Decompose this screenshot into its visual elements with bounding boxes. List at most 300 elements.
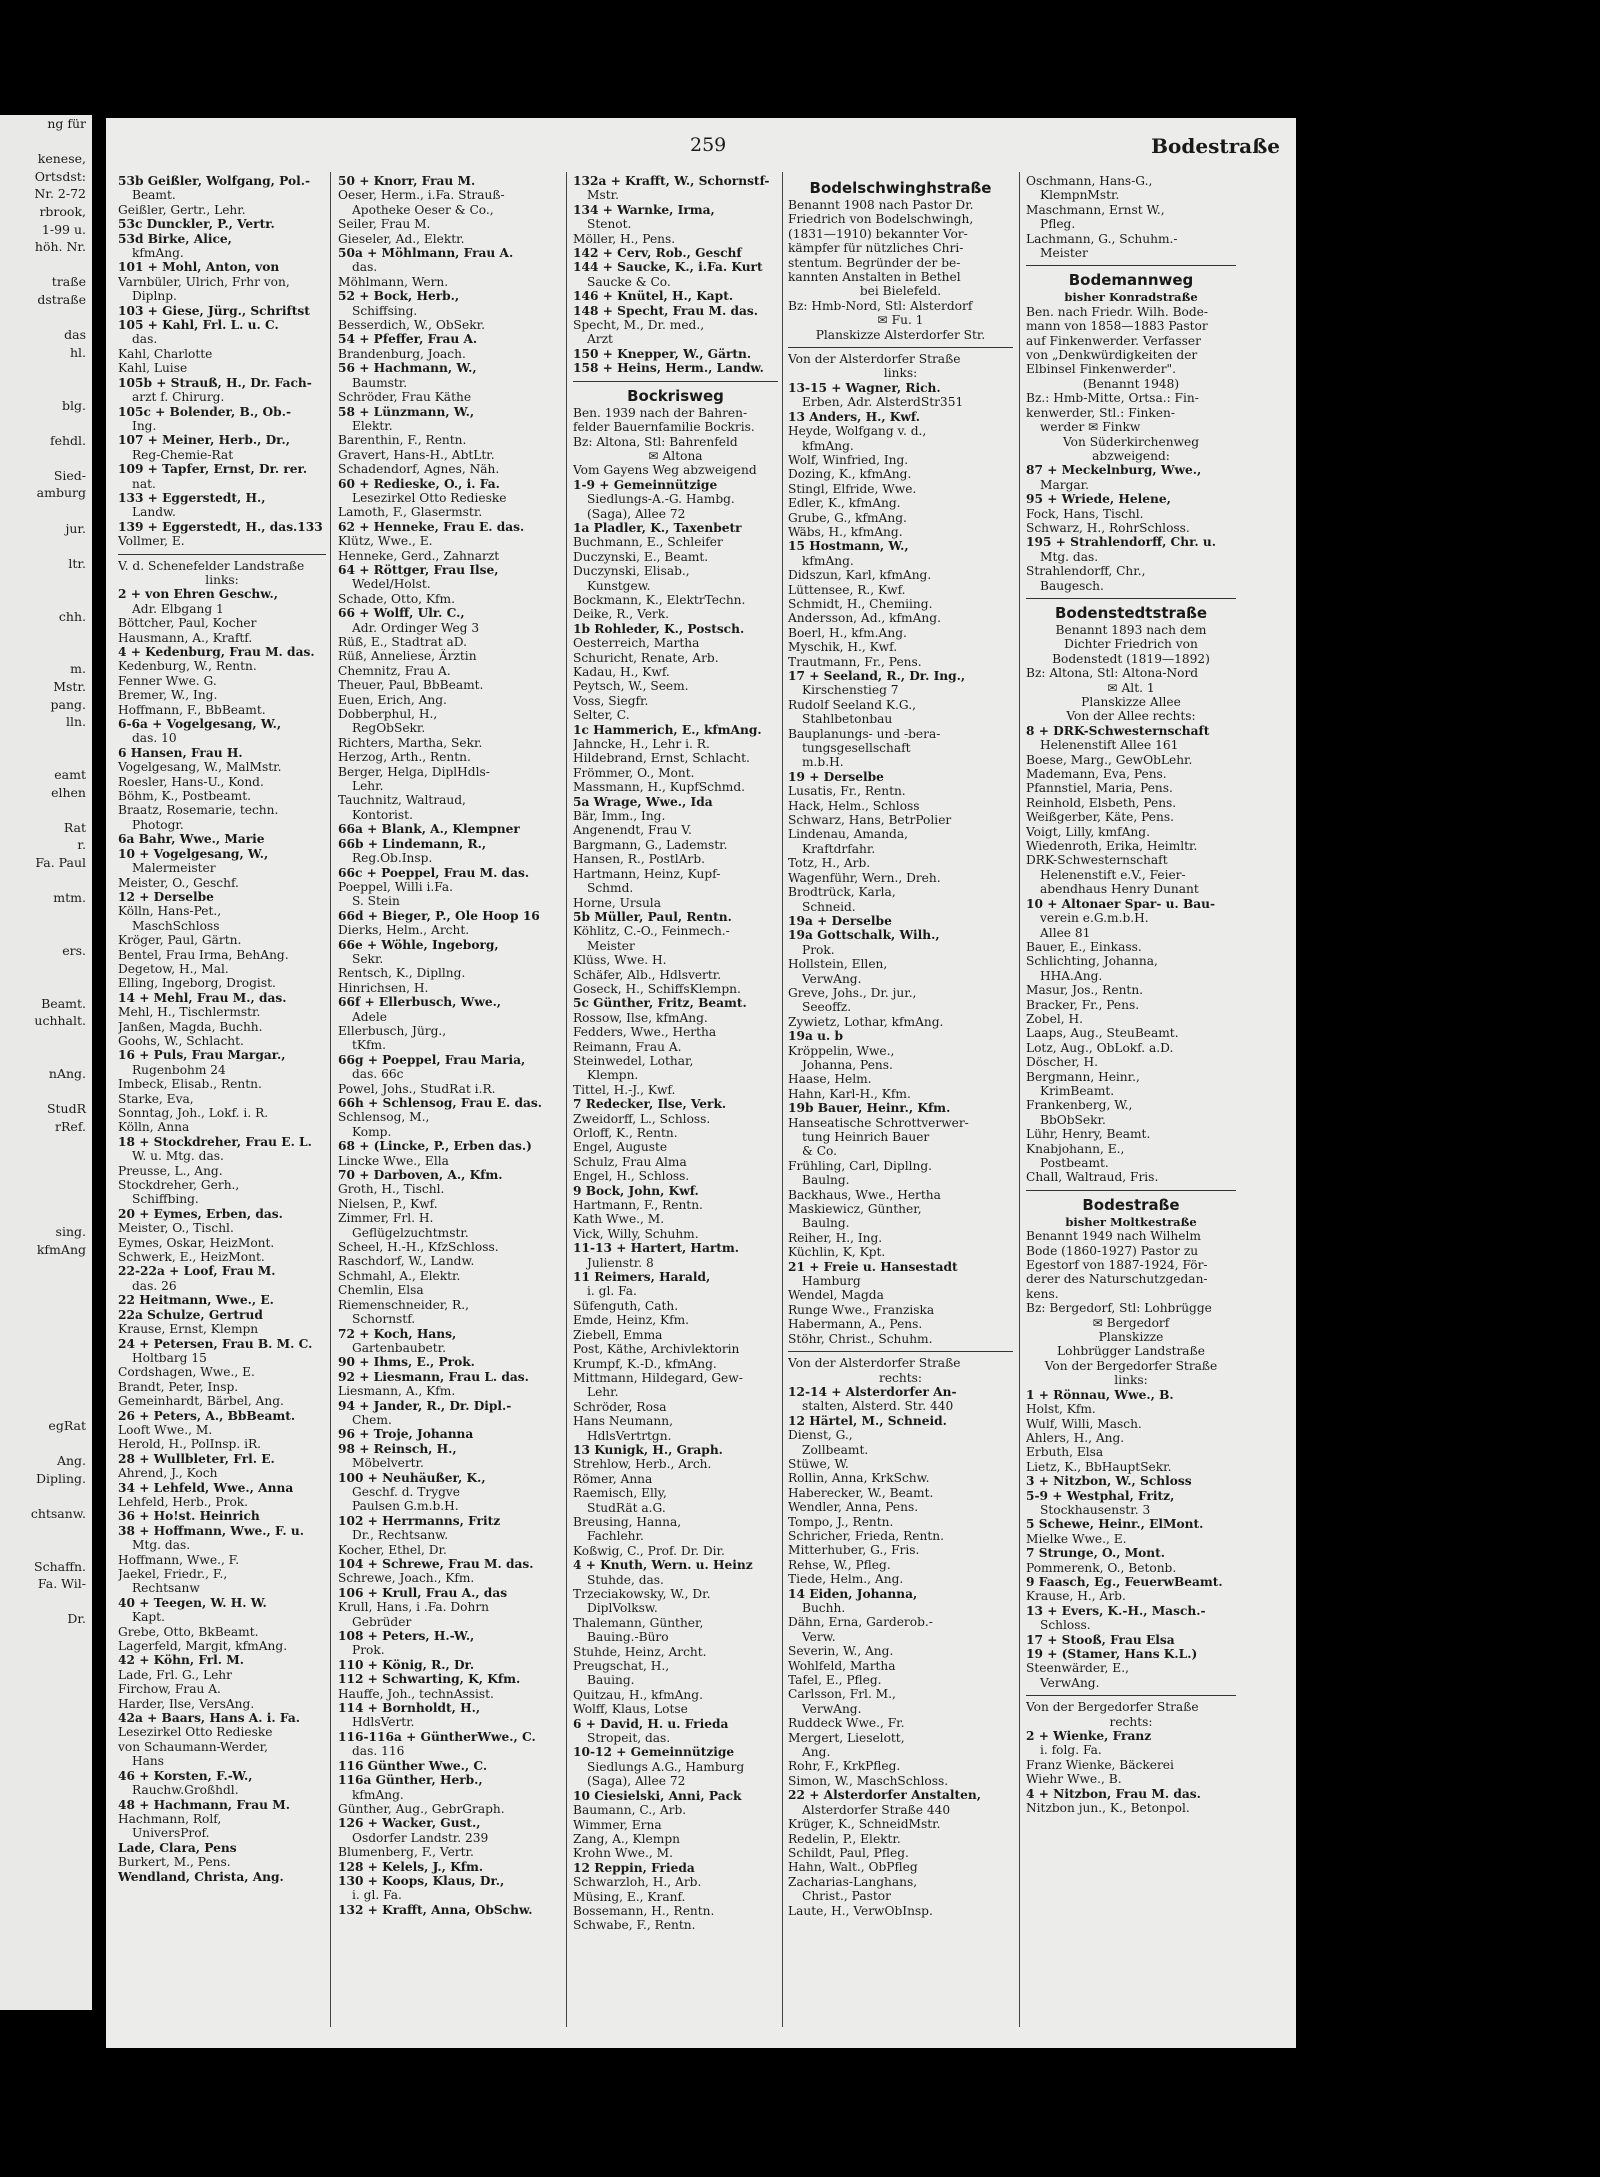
directory-line: Möhlmann, Wern. xyxy=(338,274,449,289)
directory-line: 94 + Jander, R., Dr. Dipl.- xyxy=(338,1398,512,1413)
directory-line: Preugschat, H., xyxy=(573,1659,670,1674)
directory-line: Schwerk, E., HeizMont. xyxy=(118,1250,265,1265)
directory-line: 50 + Knorr, Frau M. xyxy=(338,174,476,188)
directory-line: Berger, Helga, DiplHdls- xyxy=(338,764,490,779)
column-divider xyxy=(782,172,783,2027)
directory-line: (Benannt 1948) xyxy=(1082,376,1180,391)
directory-line: Powel, Johs., StudRat i.R. xyxy=(338,1081,496,1096)
directory-line: 116a Günther, Herb., xyxy=(338,1773,483,1788)
margin-fragment xyxy=(0,256,92,274)
directory-line: Zobel, H. xyxy=(1026,1011,1083,1026)
directory-line: Prok. xyxy=(802,942,835,957)
directory-line: 22 Heitmann, Wwe., E. xyxy=(118,1293,274,1308)
margin-fragment xyxy=(0,1171,92,1189)
directory-line: Orloff, K., Rentn. xyxy=(573,1126,678,1140)
directory-line: Römer, Anna xyxy=(573,1471,653,1486)
directory-line: 114 + Bornholdt, H., xyxy=(338,1701,481,1716)
directory-line: Hahn, Walt., ObPfleg xyxy=(788,1860,918,1875)
directory-line: Wiedenroth, Erika, Heimltr. xyxy=(1026,839,1198,854)
directory-line: von Schaumann-Werder, xyxy=(118,1739,269,1754)
directory-line: Duczynski, Elisab., xyxy=(573,564,690,579)
directory-line: Gebrüder xyxy=(352,1614,412,1629)
directory-line: Kraftdrfahr. xyxy=(802,841,876,856)
directory-line: 58 + Lünzmann, W., xyxy=(338,404,475,419)
directory-line: Tiede, Helm., Ang. xyxy=(788,1572,904,1587)
directory-line: Siedlungs A.G., Hamburg xyxy=(587,1759,745,1774)
directory-line: Seiler, Frau M. xyxy=(338,217,431,232)
margin-fragment xyxy=(0,960,92,978)
directory-line: 26 + Peters, A., BbBeamt. xyxy=(118,1408,296,1423)
directory-line: tung Heinrich Bauer xyxy=(802,1130,930,1144)
directory-line: Schloss. xyxy=(1040,1618,1091,1633)
directory-line: 10 Ciesielski, Anni, Pack xyxy=(573,1788,742,1803)
directory-line: (1831—1910) bekannter Vor- xyxy=(788,226,968,241)
directory-line: rechts: xyxy=(1109,1714,1153,1729)
margin-fragment xyxy=(0,1206,92,1224)
margin-fragment: elhen xyxy=(51,784,86,800)
directory-line: Firchow, Frau A. xyxy=(118,1682,221,1697)
directory-line: Kedenburg, W., Rentn. xyxy=(118,659,257,674)
directory-line: Frankenberg, W., xyxy=(1026,1098,1133,1113)
directory-line: Raemisch, Elly, xyxy=(573,1486,667,1501)
directory-line: Von der Bergedorfer Straße xyxy=(1026,1700,1199,1715)
directory-line: Fedders, Wwe., Hertha xyxy=(573,1025,717,1040)
directory-line: Herzog, Arth., Rentn. xyxy=(338,750,471,765)
directory-line: Haberecker, W., Beamt. xyxy=(788,1485,934,1500)
directory-line: 4 + Kedenburg, Frau M. das. xyxy=(118,645,315,659)
directory-line: 66c + Poeppel, Frau M. das. xyxy=(338,865,530,880)
directory-line: Alsterdorfer Straße 440 xyxy=(802,1802,951,1817)
page-header xyxy=(106,130,1296,160)
directory-line: Kölln, Anna xyxy=(118,1120,190,1135)
directory-line: 110 + König, R., Dr. xyxy=(338,1657,475,1672)
directory-line: Kölln, Hans-Pet., xyxy=(118,904,222,919)
margin-fragment: ng für xyxy=(47,116,86,131)
directory-line: 139 + Eggerstedt, H., das.133 xyxy=(118,519,323,534)
directory-line: Nitzbon jun., K., Betonpol. xyxy=(1026,1801,1190,1816)
directory-line: Wendland, Christa, Ang. xyxy=(118,1869,284,1884)
directory-line: Schlensog, M., xyxy=(338,1110,430,1125)
margin-fragment: chh. xyxy=(58,608,86,624)
directory-line: Wendler, Anna, Pens. xyxy=(788,1500,919,1515)
margin-fragment: pang. xyxy=(50,696,86,712)
directory-line: Saucke & Co. xyxy=(587,274,671,289)
directory-line: Adele xyxy=(352,1009,387,1024)
directory-line: VerwAng. xyxy=(802,971,862,986)
directory-line: Brandenburg, Joach. xyxy=(338,346,466,361)
directory-line: 4 + Knuth, Wern. u. Heinz xyxy=(573,1558,753,1573)
directory-line: Hansen, R., PostlArb. xyxy=(573,852,706,867)
section-rule xyxy=(788,347,1013,348)
directory-line: Schlichting, Johanna, xyxy=(1026,954,1158,969)
directory-line: Maskiewicz, Günther, xyxy=(788,1202,922,1217)
directory-line: 144 + Saucke, K., i.Fa. Kurt xyxy=(573,260,763,275)
directory-line: Beamt. xyxy=(132,188,176,203)
margin-fragment: chtsanw. xyxy=(30,1505,86,1521)
directory-line: RegObSekr. xyxy=(352,721,426,736)
directory-line: Bossemann, H., Rentn. xyxy=(573,1903,715,1918)
directory-line: Osdorfer Landstr. 239 xyxy=(352,1830,489,1845)
directory-column-3 xyxy=(573,172,778,2034)
directory-line: Kapt. xyxy=(132,1610,165,1625)
directory-line: Vollmer, E. xyxy=(118,534,185,549)
directory-line: Reiher, H., Ing. xyxy=(788,1230,883,1245)
directory-line: 53b Geißler, Wolfgang, Pol.- xyxy=(118,174,311,188)
directory-line: Schiffsing. xyxy=(352,303,418,318)
directory-line: VerwAng. xyxy=(802,1701,862,1716)
directory-line: 102 + Herrmanns, Fritz xyxy=(338,1513,501,1528)
margin-fragment: sing. xyxy=(55,1224,86,1240)
directory-line: Margar. xyxy=(1040,477,1089,492)
directory-line: Allee 81 xyxy=(1040,925,1091,940)
directory-line: Komp. xyxy=(352,1124,392,1139)
directory-line: Pfannstiel, Maria, Pens. xyxy=(1026,781,1173,796)
directory-line: Theuer, Paul, BbBeamt. xyxy=(338,678,484,693)
directory-line: Bauing. xyxy=(587,1673,635,1688)
section-rule xyxy=(1026,1190,1236,1191)
directory-line: Julienstr. 8 xyxy=(587,1255,654,1270)
directory-line: Friedrich von Bodelschwingh, xyxy=(788,212,974,227)
directory-line: KlempnMstr. xyxy=(1040,188,1120,203)
directory-line: Lade, Clara, Pens xyxy=(118,1840,237,1855)
directory-line: Kocher, Ethel, Dr. xyxy=(338,1542,447,1557)
directory-line: Zollbeamt. xyxy=(802,1442,869,1457)
directory-line: Eymes, Oskar, HeizMont. xyxy=(118,1235,275,1250)
section-rule xyxy=(1026,598,1236,599)
directory-line: 24 + Petersen, Frau B. M. C. xyxy=(118,1336,313,1351)
directory-line: das. 66c xyxy=(352,1067,404,1082)
directory-line: 1 + Rönnau, Wwe., B. xyxy=(1026,1387,1174,1402)
directory-line: Schneid. xyxy=(802,899,856,914)
section-rule xyxy=(573,381,778,382)
directory-line: 10 + Altonaer Spar- u. Bau- xyxy=(1026,896,1216,911)
margin-fragment: egRat xyxy=(48,1417,86,1433)
directory-line: Von der Allee rechts: xyxy=(1066,709,1196,724)
directory-line: Mehl, H., Tischlermstr. xyxy=(118,1005,261,1020)
directory-line: 108 + Peters, H.-W., xyxy=(338,1629,475,1644)
directory-line: Kröger, Paul, Gärtn. xyxy=(118,933,242,948)
margin-fragment: das xyxy=(64,327,86,343)
directory-line: Zacharias-Langhans, xyxy=(788,1874,918,1889)
directory-line: 9 Bock, John, Kwf. xyxy=(573,1183,699,1198)
directory-line: Maschmann, Ernst W., xyxy=(1026,202,1165,217)
margin-fragment: amburg xyxy=(36,485,86,501)
directory-line: Mittmann, Hildegard, Gew- xyxy=(573,1370,743,1385)
directory-line: Herold, H., PolInsp. iR. xyxy=(118,1437,262,1452)
directory-line: Ziebell, Emma xyxy=(573,1327,663,1342)
directory-line: Oeser, Herm., i.Fa. Strauß- xyxy=(338,188,505,203)
directory-line: Baugesch. xyxy=(1040,578,1104,593)
directory-line: 195 + Strahlendorff, Chr. u. xyxy=(1026,535,1217,550)
directory-line: Boerl, H., kfm.Ang. xyxy=(788,625,907,640)
directory-line: Lachmann, G., Schuhm.- xyxy=(1026,231,1178,246)
directory-line: KrimBeamt. xyxy=(1040,1083,1115,1098)
directory-line: 17 + Stooß, Frau Elsa xyxy=(1026,1632,1175,1647)
directory-line: 11 Reimers, Harald, xyxy=(573,1270,711,1285)
directory-line: Christ., Pastor xyxy=(802,1889,891,1904)
directory-line: Strahlendorff, Chr., xyxy=(1026,564,1146,579)
directory-line: Bergmann, Heinr., xyxy=(1026,1069,1140,1084)
directory-line: abendhaus Henry Dunant xyxy=(1040,882,1199,897)
directory-line: Dr., Rechtsanw. xyxy=(352,1528,449,1543)
directory-line: Baulng. xyxy=(802,1173,850,1188)
directory-line: Bz: Altona, Stl: Bahrenfeld xyxy=(573,434,738,449)
directory-line: Lehr. xyxy=(587,1385,619,1400)
directory-line: arzt f. Chirurg. xyxy=(132,390,225,405)
margin-fragment xyxy=(0,1540,92,1558)
directory-line: Benannt 1949 nach Wilhelm xyxy=(1026,1229,1201,1244)
directory-line: 1-9 + Gemeinnützige xyxy=(573,477,718,492)
margin-fragment: blg. xyxy=(62,397,86,413)
directory-line: Lüttensee, R., Kwf. xyxy=(788,582,906,597)
directory-line: Voss, Siegfr. xyxy=(573,693,649,708)
directory-line: Burkert, M., Pens. xyxy=(118,1855,231,1870)
directory-line: 15 Hostmann, W., xyxy=(788,539,909,554)
directory-line: Von Süderkirchenweg xyxy=(1062,434,1200,449)
directory-line: Erben, Adr. AlsterdStr351 xyxy=(802,395,964,410)
directory-line: Bz.: Hmb-Mitte, Ortsa.: Fin- xyxy=(1026,391,1199,406)
column-divider xyxy=(330,172,331,2027)
directory-line: Ahrend, J., Koch xyxy=(118,1466,218,1481)
directory-line: Post, Käthe, Archivlektorin xyxy=(573,1342,740,1357)
directory-line: Bremer, W., Ing. xyxy=(118,688,218,703)
directory-line: rechts: xyxy=(879,1370,922,1385)
directory-line: Kadau, H., Kwf. xyxy=(573,665,670,679)
directory-line: 17 + Seeland, R., Dr. Ing., xyxy=(788,669,966,683)
directory-line: 48 + Hachmann, Frau M. xyxy=(118,1797,290,1812)
directory-line: Günther, Aug., GebrGraph. xyxy=(338,1801,505,1816)
margin-fragment: Nr. 2-72 xyxy=(34,186,86,202)
directory-line: Lühr, Henry, Beamt. xyxy=(1026,1127,1151,1142)
directory-line: Hans xyxy=(132,1754,164,1769)
directory-line: Prok. xyxy=(352,1643,385,1658)
directory-line: Lohbrügger Landstraße xyxy=(1057,1344,1205,1359)
directory-line: Oschmann, Hans-G., xyxy=(1026,174,1153,188)
margin-fragment: hl. xyxy=(69,344,86,360)
margin-fragment xyxy=(0,625,92,643)
margin-fragment: eamt xyxy=(54,766,86,782)
directory-line: Möbelvertr. xyxy=(352,1456,424,1471)
directory-line: Hollstein, Ellen, xyxy=(788,957,888,972)
directory-line: 53d Birke, Alice, xyxy=(118,231,232,246)
page-number: 259 xyxy=(690,134,727,156)
directory-line: Wohlfeld, Martha xyxy=(788,1658,896,1673)
directory-line: Hachmann, Rolf, xyxy=(118,1811,222,1826)
directory-line: 12 Reppin, Frieda xyxy=(573,1860,695,1875)
directory-line: Frühling, Carl, Dipllng. xyxy=(788,1158,933,1173)
margin-fragment: r. xyxy=(77,837,86,853)
directory-line: Schwarz, H., RohrSchloss. xyxy=(1026,520,1190,535)
directory-line: Wolf, Winfried, Ing. xyxy=(788,452,909,467)
directory-line: Starke, Eva, xyxy=(118,1091,194,1106)
directory-line: Böhm, K., Postbeamt. xyxy=(118,789,251,804)
directory-line: Peytsch, W., Seem. xyxy=(573,679,689,694)
directory-line: Bauer, E., Einkass. xyxy=(1026,939,1142,954)
directory-line: Bode (1860-1927) Pastor zu xyxy=(1026,1243,1199,1258)
directory-line: Schmidt, H., Chemiing. xyxy=(788,596,933,611)
directory-line: Ellerbusch, Jürg., xyxy=(338,1023,447,1038)
directory-line: auf Finkenwerder. Verfasser xyxy=(1026,333,1201,348)
directory-line: kannten Anstalten in Bethel xyxy=(788,270,961,285)
directory-line: Stahlbetonbau xyxy=(802,712,893,727)
directory-line: links: xyxy=(883,366,918,381)
directory-line: bei Bielefeld. xyxy=(859,284,942,299)
margin-fragment xyxy=(0,1083,92,1101)
directory-line: Gieseler, Ad., Elektr. xyxy=(338,231,465,246)
margin-fragment xyxy=(0,1030,92,1048)
directory-line: Apotheke Oeser & Co., xyxy=(352,202,494,217)
directory-line: 3 + Nitzbon, W., Schloss xyxy=(1026,1474,1192,1489)
directory-line: Hamburg xyxy=(802,1274,861,1289)
directory-line: 22-22a + Loof, Frau M. xyxy=(118,1264,276,1279)
directory-line: 12 Härtel, M., Schneid. xyxy=(788,1413,947,1428)
directory-line: Wolff, Klaus, Lotse xyxy=(573,1702,688,1717)
margin-fragment: jur. xyxy=(65,520,86,536)
directory-line: Rentsch, K., Dipllng. xyxy=(338,966,466,981)
directory-line: 70 + Darboven, A., Kfm. xyxy=(338,1168,503,1183)
directory-line: 21 + Freie u. Hansestadt xyxy=(788,1259,958,1274)
directory-line: Klütz, Wwe., E. xyxy=(338,534,433,549)
directory-line: 6a Bahr, Wwe., Marie xyxy=(118,832,265,847)
directory-line: 53c Dunckler, P., Vertr. xyxy=(118,217,275,232)
directory-line: Mtg. das. xyxy=(132,1538,191,1553)
directory-line: Wedel/Holst. xyxy=(352,577,431,592)
directory-line: Hanseatische Schrottverwer- xyxy=(788,1115,969,1130)
directory-line: Chemnitz, Frau A. xyxy=(338,663,451,678)
directory-line: Dierks, Helm., Archt. xyxy=(338,923,470,938)
column-divider xyxy=(566,172,567,2027)
margin-fragment xyxy=(0,502,92,520)
previous-page-margin xyxy=(0,115,92,2010)
directory-line: Klüss, Wwe. H. xyxy=(573,953,667,968)
margin-fragment xyxy=(0,1153,92,1171)
margin-fragment: mtm. xyxy=(53,890,86,906)
directory-line: Elbinsel Finkenwerder". xyxy=(1026,362,1177,377)
directory-line: Barenthin, F., Rentn. xyxy=(338,433,467,448)
directory-line: 1c Hammerich, E., kfmAng. xyxy=(573,722,762,737)
directory-line: Krüger, K., SchneidMstr. xyxy=(788,1817,941,1832)
directory-line: stentum. Begründer der be- xyxy=(788,255,961,270)
directory-line: Helenenstift e.V., Feier- xyxy=(1040,867,1186,882)
directory-line: 10 + Vogelgesang, W., xyxy=(118,846,269,861)
directory-line: 9 Faasch, Eg., FeuerwBeamt. xyxy=(1026,1574,1223,1589)
directory-line: 105c + Bolender, B., Ob.- xyxy=(118,404,291,419)
directory-line: Wimmer, Erna xyxy=(573,1817,662,1832)
directory-line: Bentel, Frau Irma, BehAng. xyxy=(118,947,289,962)
margin-fragment xyxy=(0,1294,92,1312)
directory-line: 101 + Mohl, Anton, von xyxy=(118,260,280,275)
directory-line: Baulng. xyxy=(802,1216,850,1231)
directory-line: Strehlow, Herb., Arch. xyxy=(573,1457,712,1472)
directory-line: Dienst, G., xyxy=(788,1428,853,1443)
directory-line: Specht, M., Dr. med., xyxy=(573,318,705,333)
directory-line: Dobberphul, H., xyxy=(338,707,438,722)
directory-line: 46 + Korsten, F.-W., xyxy=(118,1768,253,1783)
directory-line: Schadendorf, Agnes, Näh. xyxy=(338,462,500,477)
margin-fragment: Schaffn. xyxy=(34,1558,86,1574)
directory-line: Imbeck, Elisab., Rentn. xyxy=(118,1077,262,1092)
directory-line: 14 + Mehl, Frau M., das. xyxy=(118,990,287,1005)
section-rule xyxy=(1026,265,1236,266)
directory-line: Runge Wwe., Franziska xyxy=(788,1302,935,1317)
section-rule xyxy=(788,1351,1013,1352)
directory-line: Ahlers, H., Ang. xyxy=(1026,1430,1125,1445)
directory-line: Zywietz, Lothar, kfmAng. xyxy=(788,1014,944,1029)
directory-line: 66d + Bieger, P., Ole Hoop 16 xyxy=(338,908,540,923)
directory-line: Paulsen G.m.b.H. xyxy=(352,1499,459,1514)
directory-line: 68 + (Lincke, P., Erben das.) xyxy=(338,1139,532,1154)
directory-line: Wagenführ, Wern., Dreh. xyxy=(788,870,941,885)
directory-line: Rüß, E., Stadtrat aD. xyxy=(338,635,467,649)
margin-fragment xyxy=(0,1487,92,1505)
margin-fragment: Beamt. xyxy=(41,995,86,1011)
directory-line: Meister xyxy=(587,938,635,953)
margin-fragment: Ortsdst: xyxy=(34,168,86,184)
directory-line: Hauffe, Joh., technAssist. xyxy=(338,1686,494,1701)
directory-line: kfmAng. xyxy=(802,553,854,568)
directory-line: 2 + Wienke, Franz xyxy=(1026,1729,1152,1744)
directory-line: Poeppel, Willi i.Fa. xyxy=(338,879,454,894)
directory-line: Raschdorf, W., Landw. xyxy=(338,1254,475,1269)
margin-fragment xyxy=(0,748,92,766)
margin-fragment: Fa. Wil- xyxy=(37,1576,86,1592)
directory-line: Benannt 1893 nach dem xyxy=(1055,622,1207,637)
directory-line: Scheel, H.-H., KfzSchloss. xyxy=(338,1240,499,1255)
margin-fragment: höh. Nr. xyxy=(34,239,86,255)
directory-line: das. 116 xyxy=(352,1744,405,1759)
directory-line: stalten, Alsterd. Str. 440 xyxy=(802,1399,954,1414)
directory-line: i. folg. Fa. xyxy=(1040,1743,1102,1758)
directory-line: Blumenberg, F., Vertr. xyxy=(338,1845,474,1860)
margin-fragment: 1-99 u. xyxy=(41,221,86,237)
directory-line: Hoffmann, Wwe., F. xyxy=(118,1552,240,1567)
directory-line: Backhaus, Wwe., Hertha xyxy=(788,1187,941,1202)
directory-line: Fenner Wwe. G. xyxy=(118,673,217,688)
directory-line: Jahncke, H., Lehr i. R. xyxy=(573,737,710,752)
directory-line: das. 26 xyxy=(132,1278,177,1293)
directory-line: 13 + Evers, K.-H., Masch.- xyxy=(1026,1603,1206,1618)
directory-line: Andersson, Ad., kfmAng. xyxy=(788,611,941,626)
directory-line: derer des Naturschutzgedan- xyxy=(1026,1272,1208,1287)
directory-line: Ang. xyxy=(802,1745,831,1760)
directory-line: verein e.G.m.b.H. xyxy=(1040,911,1149,926)
directory-line: Roesler, Hans-U., Kond. xyxy=(118,774,264,789)
directory-line: MaschSchloss xyxy=(132,918,220,933)
directory-line: 19a + Derselbe xyxy=(788,913,892,928)
margin-fragment: fehdl. xyxy=(49,432,86,448)
directory-line: Kath Wwe., M. xyxy=(573,1212,665,1227)
directory-line: Grebe, Otto, BkBeamt. xyxy=(118,1624,259,1639)
directory-line: Stockhausenstr. 3 xyxy=(1040,1502,1151,1517)
directory-line: Hartmann, Heinz, Kupf- xyxy=(573,866,721,881)
directory-line: 64 + Röttger, Frau Ilse, xyxy=(338,562,499,577)
directory-line: 11-13 + Hartert, Hartm. xyxy=(573,1241,740,1256)
margin-fragment: rRef. xyxy=(55,1118,86,1134)
directory-line: Laaps, Aug., SteuBeamt. xyxy=(1026,1026,1179,1041)
directory-line: Weißgerber, Käte, Pens. xyxy=(1026,810,1174,825)
directory-line: 72 + Koch, Hans, xyxy=(338,1326,457,1341)
directory-line: Engel, Auguste xyxy=(573,1140,668,1155)
directory-line: 66e + Wöhle, Ingeborg, xyxy=(338,937,499,952)
directory-line: 66g + Poeppel, Frau Maria, xyxy=(338,1052,526,1067)
directory-line: 134 + Warnke, Irma, xyxy=(573,202,715,217)
directory-line: Von der Alsterdorfer Straße xyxy=(788,352,961,367)
directory-line: Mtg. das. xyxy=(1040,549,1099,564)
margin-fragment xyxy=(0,1047,92,1065)
directory-line: 13-15 + Wagner, Rich. xyxy=(788,380,941,395)
directory-line: Hildebrand, Ernst, Schlacht. xyxy=(573,751,750,766)
directory-line: Rossow, Ilse, kfmAng. xyxy=(573,1010,708,1025)
